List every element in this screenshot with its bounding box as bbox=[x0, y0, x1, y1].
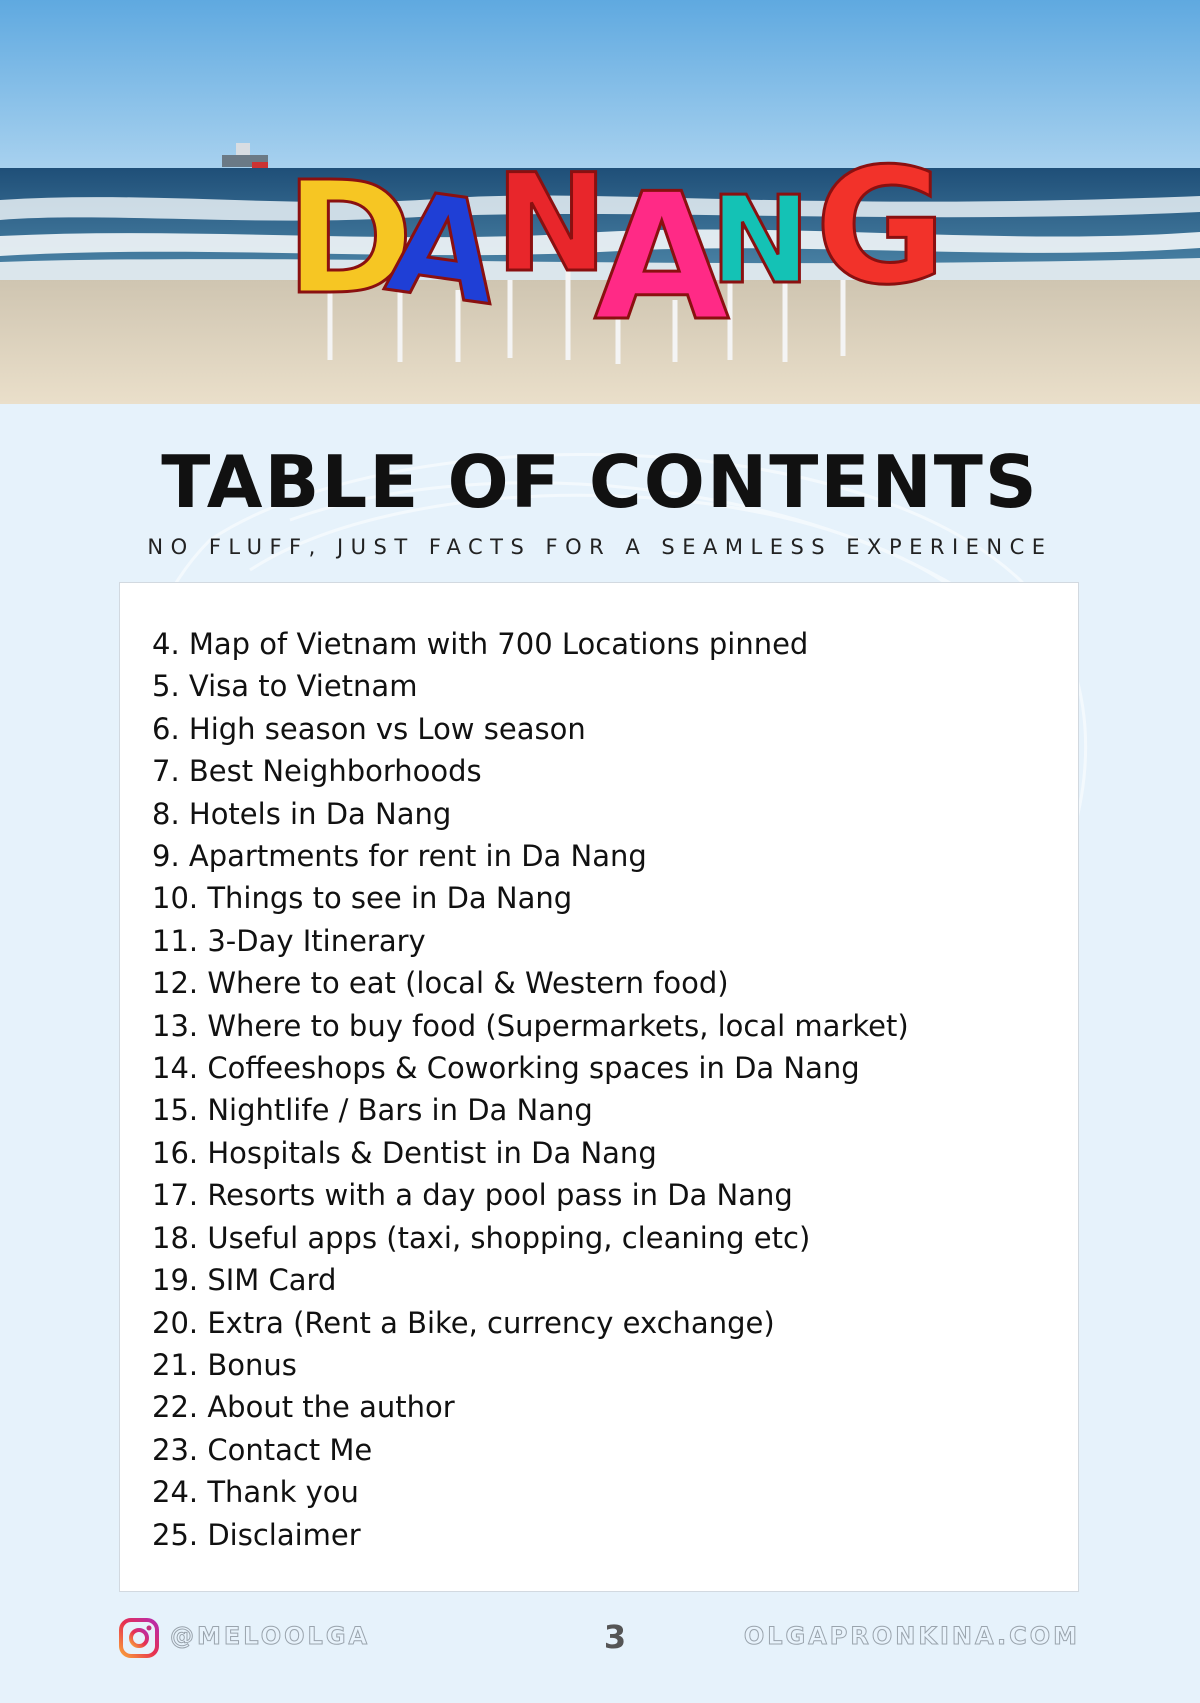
sign-letter-a1: A bbox=[378, 160, 509, 338]
toc-item[interactable]: 4. Map of Vietnam with 700 Locations pinned bbox=[152, 627, 809, 661]
toc-item[interactable]: 5. Visa to Vietnam bbox=[152, 669, 418, 704]
toc-item[interactable]: 6. High season vs Low season bbox=[152, 711, 586, 746]
toc-item[interactable]: 15. Nightlife / Bars in Da Nang bbox=[152, 1093, 593, 1128]
sign-letter-a2: A bbox=[594, 157, 730, 360]
website-link[interactable]: OLGAPRONKINA.COM bbox=[743, 1622, 1080, 1650]
toc-item[interactable]: 11. 3-Day Itinerary bbox=[152, 923, 426, 958]
toc-item[interactable]: 13. Where to buy food (Supermarkets, local market) bbox=[152, 1008, 909, 1043]
toc-item[interactable]: 21. Bonus bbox=[152, 1347, 297, 1382]
table-of-contents-box bbox=[119, 582, 1079, 1592]
toc-item[interactable]: 16. Hospitals & Dentist in Da Nang bbox=[152, 1135, 657, 1170]
page-title: TABLE OF CONTENTS bbox=[161, 440, 1039, 524]
toc-item[interactable]: 19. SIM Card bbox=[152, 1263, 337, 1298]
toc-item[interactable]: 17. Resorts with a day pool pass in Da Nang bbox=[152, 1178, 793, 1213]
toc-item[interactable]: 9. Apartments for rent in Da Nang bbox=[152, 839, 647, 874]
footer bbox=[0, 1610, 1200, 1670]
sign-letter-n2: N bbox=[710, 172, 811, 311]
toc-item[interactable]: 10. Things to see in Da Nang bbox=[152, 881, 573, 916]
toc-item[interactable]: 22. About the author bbox=[152, 1390, 455, 1425]
toc-item[interactable]: 14. Coffeeshops & Coworking spaces in Da Nang bbox=[152, 1051, 860, 1086]
sign-letter-g: G bbox=[815, 133, 947, 320]
toc-list bbox=[120, 583, 1078, 1556]
page-number: 3 bbox=[603, 1618, 627, 1656]
page-subtitle: NO FLUFF, JUST FACTS FOR A SEAMLESS EXPERIENCE bbox=[147, 535, 1053, 559]
toc-item[interactable]: 25. Disclaimer bbox=[152, 1517, 361, 1552]
toc-item[interactable]: 20. Extra (Rent a Bike, currency exchange) bbox=[152, 1305, 775, 1340]
toc-item[interactable]: 23. Contact Me bbox=[152, 1432, 373, 1467]
toc-item[interactable]: 18. Useful apps (taxi, shopping, cleaning etc) bbox=[152, 1220, 811, 1255]
sign-letter-n1: N bbox=[495, 145, 608, 302]
toc-item[interactable]: 8. Hotels in Da Nang bbox=[152, 796, 452, 831]
toc-item[interactable]: 7. Best Neighborhoods bbox=[152, 754, 482, 789]
toc-item[interactable]: 12. Where to eat (local & Western food) bbox=[152, 966, 729, 1001]
hero-photo bbox=[0, 0, 1200, 404]
instagram-handle[interactable]: @MELOOLGA bbox=[170, 1622, 371, 1650]
toc-item[interactable]: 24. Thank you bbox=[152, 1475, 359, 1510]
sign-letter-d: D bbox=[285, 148, 414, 329]
danang-sign-beach-image bbox=[0, 0, 1200, 404]
